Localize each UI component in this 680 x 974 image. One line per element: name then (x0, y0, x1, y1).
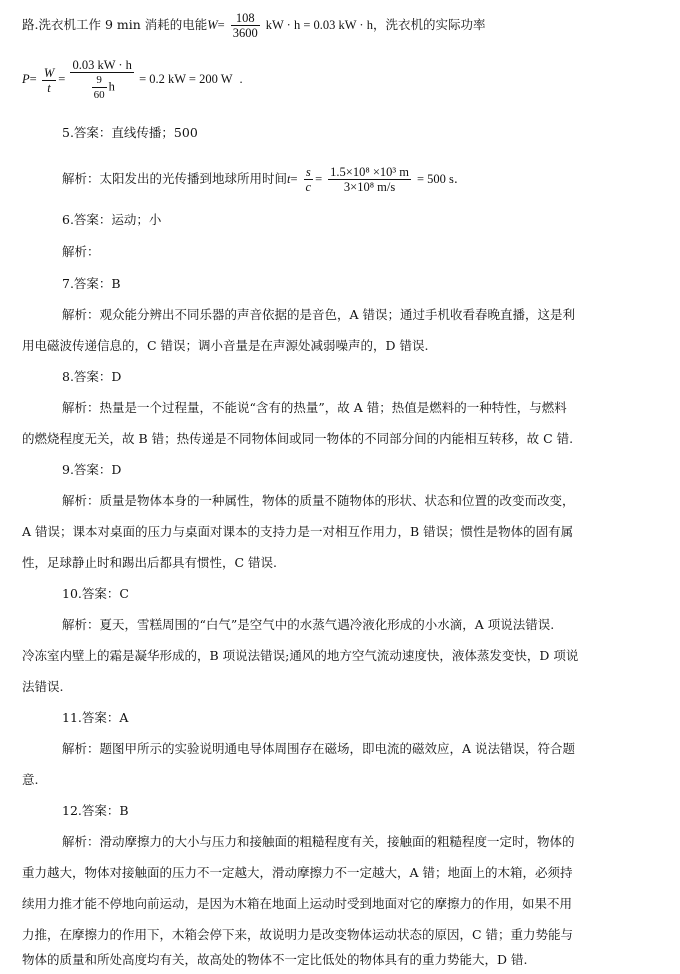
q11-analysis-line2: 意. (22, 772, 39, 787)
q5-analysis-text: 解析：太阳发出的光传播到地球所用时间 (62, 171, 288, 186)
q12-analysis-line2: 重力越大，物体对接触面的压力不一定越大，滑动摩擦力不一定越大，A 错；地面上的木箱，必须持 (22, 865, 573, 880)
time-fraction (92, 73, 107, 102)
q8-analysis-line1: 解析：热量是一个过程量，不能说“含有的热量”，故 A 错；热值是燃料的一种特性，与燃料 (62, 400, 567, 415)
q9-answer: 9.答案：D (62, 462, 122, 477)
q12-analysis-line3: 续用力推才能不停地向前运动，是因为木箱在地面上运动时受到地面对它的摩擦力的作用，如果不用 (22, 896, 573, 911)
equals-sign: = (29, 71, 37, 86)
energy-line (22, 11, 486, 40)
q7-analysis-line1: 解析：观众能分辨出不同乐器的声音依据的是音色，A 错误；通过手机收看春晚直播，这是利 (62, 307, 576, 322)
q6-analysis: 解析： (62, 244, 100, 259)
q10-answer: 10.答案：C (62, 586, 129, 601)
q8-analysis-line2: 的燃烧程度无关，故 B 错；热传递是不同物体间或同一物体的不同部分间的内能相互转移，故 C 错. (22, 431, 574, 446)
q6-answer: 6.答案：运动；小 (62, 212, 162, 227)
energy-fraction (231, 11, 260, 40)
equals-sign: = (217, 18, 225, 32)
period: . (239, 71, 243, 86)
energy-result: kW · h = 0.03 kW · h (265, 18, 373, 32)
q5-answer: 5.答案：直线传播；500 (62, 125, 198, 140)
time-unit: h (108, 79, 115, 94)
s-over-c-fraction (304, 165, 314, 194)
fraction-numerator: 108 (231, 11, 260, 26)
fraction-numerator: 1.5×10⁸ ×10³ m (330, 165, 409, 179)
fraction-denominator: t (47, 80, 51, 95)
time-result: = 500 s (416, 172, 454, 186)
energy-suffix: ，洗衣机的实际功率 (372, 17, 486, 32)
energy-var: W (207, 18, 218, 32)
power-var: P (22, 71, 30, 86)
fraction-denominator: 60 (93, 89, 105, 101)
fraction-denominator: c (305, 180, 312, 194)
q11-analysis-line1: 解析：题图甲所示的实验说明通电导体周围存在磁场，即电流的磁效应，A 说法错误，符合题 (62, 741, 576, 756)
equals-sign: = (290, 172, 298, 186)
equals-sign: = (58, 71, 66, 86)
time-var: t (287, 172, 291, 186)
fraction-numerator: s (304, 165, 314, 180)
fraction-numerator: W (43, 65, 55, 80)
q9-analysis-line2: A 错误；课本对桌面的压力与桌面对课本的支持力是一对相互作用力，B 错误；惯性是物体的固有属 (22, 524, 574, 539)
fraction-numerator: 0.03 kW · h (72, 58, 132, 72)
q12-analysis-line1: 解析：滑动摩擦力的大小与压力和接触面的粗糙程度有关，接触面的粗糙程度一定时，物体的 (62, 834, 575, 849)
time-fraction (328, 165, 411, 194)
energy-prefix: 路.洗衣机工作 9 min 消耗的电能 (22, 17, 208, 32)
q9-analysis-line3: 性，足球静止时和踢出后都具有惯性，C 错误. (22, 555, 278, 570)
fraction-denominator (70, 73, 134, 102)
q12-analysis-line5: 物体的质量和所处高度均有关，故高处的物体不一定比低处的物体具有的重力势能大，D 错. (22, 952, 528, 967)
q10-analysis-line3: 法错误. (22, 679, 64, 694)
q7-answer: 7.答案：B (62, 276, 121, 291)
power-fraction (70, 58, 134, 102)
q12-answer: 12.答案：B (62, 803, 129, 818)
q5-analysis (62, 165, 458, 194)
q11-answer: 11.答案：A (62, 710, 129, 725)
fraction-denominator: 3×10⁸ m/s (343, 180, 396, 194)
period: . (453, 171, 458, 186)
q9-analysis-line1: 解析：质量是物体本身的一种属性，物体的质量不随物体的形状、状态和位置的改变而改变， (62, 493, 575, 508)
q10-analysis-line1: 解析：夏天，雪糕周围的“白气”是空气中的水蒸气遇冷液化形成的小水滴，A 项说法错误. (62, 617, 555, 632)
equals-sign: = (315, 172, 323, 186)
w-over-t-fraction (42, 66, 56, 95)
fraction-numerator: 9 (92, 73, 107, 88)
q8-answer: 8.答案：D (62, 369, 122, 384)
q12-analysis-line4: 力推，在摩擦力的作用下，木箱会停下来，故说明力是改变物体运动状态的原因，C 错；重力势能与 (22, 927, 574, 942)
q10-analysis-line2: 冷冻室内壁上的霜是凝华形成的，B 项说法错误;通风的地方空气流动速度快，液体蒸发变快，D 项说 (22, 648, 579, 663)
fraction-denominator: 3600 (232, 26, 258, 40)
q7-analysis-line2: 用电磁波传递信息的，C 错误；调小音量是在声源处减弱噪声的，D 错误. (22, 338, 429, 353)
power-result: = 0.2 kW = 200 W (139, 71, 233, 86)
power-formula (22, 58, 243, 102)
